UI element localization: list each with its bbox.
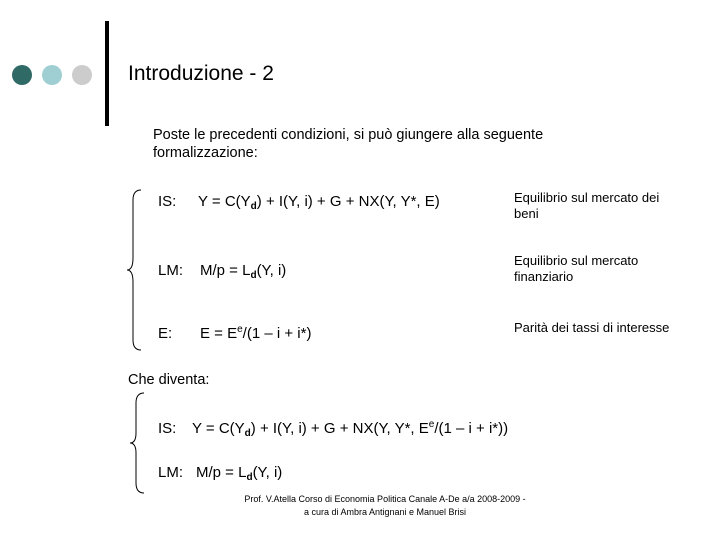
is-subscript: d (250, 201, 257, 212)
lm-equation (158, 262, 286, 279)
result-lm-expr-start: M/p = L (196, 464, 247, 481)
result-is-expr-start: Y = C(Y (192, 420, 245, 437)
e-expr-start: E = E (200, 325, 238, 342)
result-is-superscript: e (428, 419, 435, 430)
lm-subscript: d (250, 270, 257, 281)
transition-text: Che diventa: (128, 372, 210, 388)
is-expr-end: ) + I(Y, i) + G + NX(Y, Y*, E) (256, 193, 440, 210)
is-equation (158, 193, 440, 210)
result-is-label: IS: (158, 420, 177, 437)
e-label: E: (158, 325, 173, 342)
is-expr-start: Y = C(Y (198, 193, 251, 210)
result-is-subscript: d (244, 428, 251, 439)
e-expr-end: /(1 – i + i*) (242, 325, 312, 342)
e-note: Parità dei tassi di interesse (514, 320, 670, 335)
footer (200, 493, 570, 519)
title-rule (105, 21, 109, 126)
result-lm-equation (158, 464, 282, 481)
is-note: Equilibrio sul mercato dei beni (514, 190, 660, 221)
result-is-equation (158, 420, 508, 437)
footer-line-2: a cura di Ambra Antignani e Manuel Brisi (303, 507, 467, 517)
intro-text: Poste le precedenti condizioni, si può giungere alla seguente formalizzazione: (153, 127, 544, 161)
result-lm-label: LM: (158, 464, 184, 481)
lm-expr-end: (Y, i) (256, 262, 287, 279)
result-is-expr-mid: ) + I(Y, i) + G + NX(Y, Y*, E (250, 420, 429, 437)
e-equation (158, 325, 311, 342)
footer-line-1: Prof. V.Atella Corso di Economia Politica Canale A-De a/a 2008-2009 - (244, 494, 526, 504)
result-brace (128, 391, 148, 495)
decorative-dot-grey (72, 65, 92, 85)
slide-title: Introduzione - 2 (128, 62, 274, 85)
result-lm-expr-end: (Y, i) (252, 464, 283, 481)
lm-label: LM: (158, 262, 184, 279)
decorative-dot-light (42, 65, 62, 85)
result-is-expr-end: /(1 – i + i*)) (434, 420, 509, 437)
e-superscript: e (237, 324, 243, 335)
system-brace (125, 188, 145, 352)
decorative-dot-dark (12, 65, 32, 85)
lm-expr-start: M/p = L (200, 262, 251, 279)
is-label: IS: (158, 193, 177, 210)
lm-note: Equilibrio sul mercato finanziario (514, 253, 639, 284)
result-lm-subscript: d (246, 472, 253, 483)
